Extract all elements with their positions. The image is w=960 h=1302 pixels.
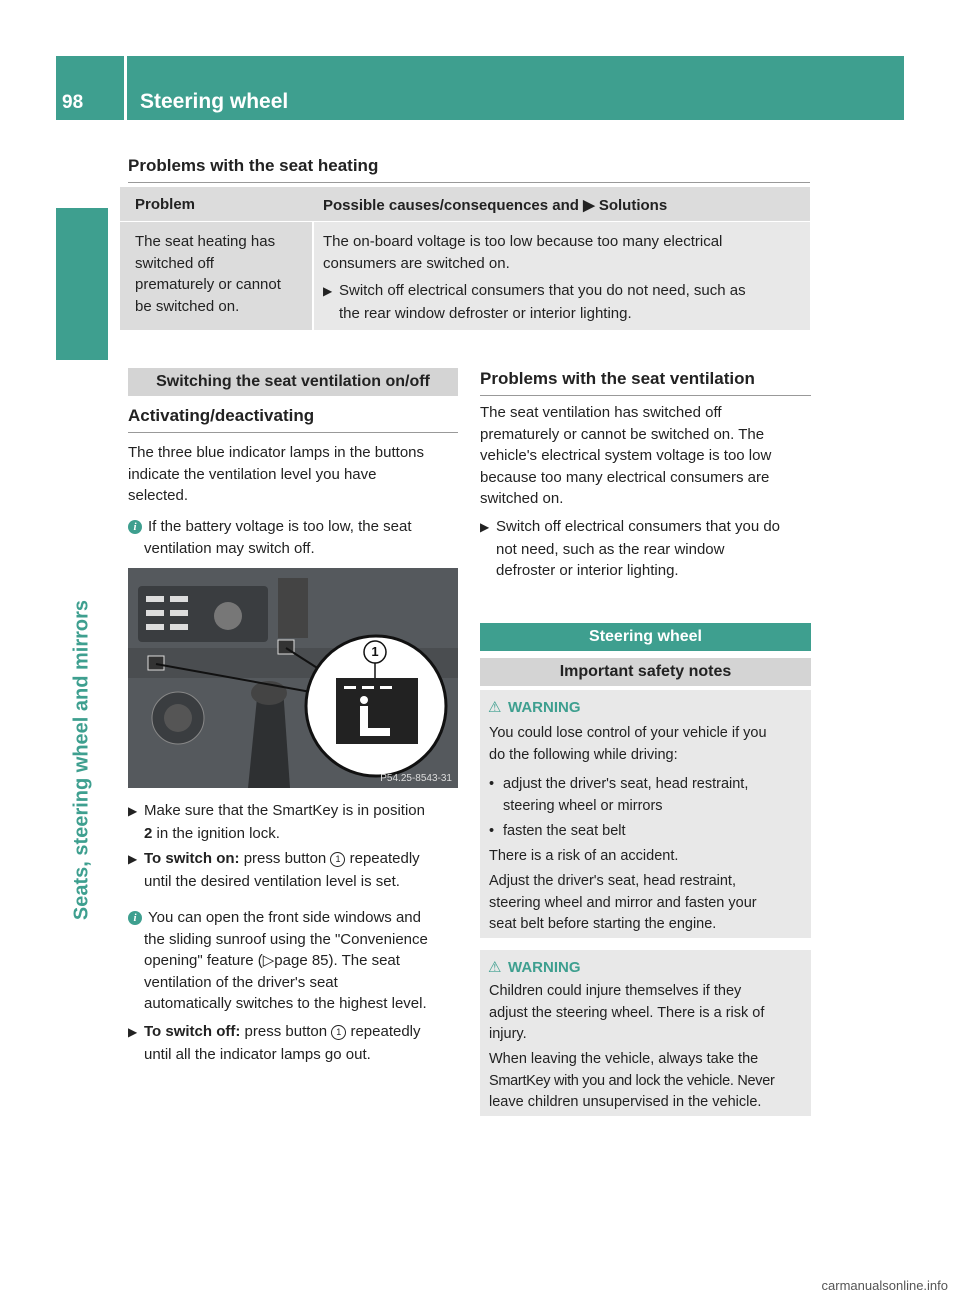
table-row [120,222,810,330]
ventilation-problems-heading: Problems with the seat ventilation [480,369,811,396]
activating-heading: Activating/deactivating [128,406,458,433]
side-tab-text: Seats, steering wheel and mirrors [70,599,93,921]
ventilation-intro: The three blue indicator lamps in the buttons indicate the ventilation level you have selected. [128,444,425,504]
step-1: ▶ Make sure that the SmartKey is in position 2 in the ignition lock. [128,802,425,842]
photo-caption: P54.25-8543-31 [380,773,452,784]
photo-callout: 1 [371,644,379,659]
table-header [120,187,810,221]
solution-cell: The on-board voltage is too low because too many electrical consumers are switched on. ▶ Switch off electrical consumers that you do not need, such as the rear window defroster or interior lighting. [314,222,810,330]
step-arrow-icon: ▶ [323,284,333,298]
side-tab [56,208,108,360]
info-note-2: i You can open the front side windows and the sliding sunroof using the "Convenience opening" feature (▷page 85). The seat ventilation of the driver's seat automatically switches to the highest level. [128,907,463,1015]
info-note-1: i If the battery voltage is too low, the seat ventilation may switch off. [128,516,463,559]
step-arrow-icon: ▶ [480,520,490,534]
ventilation-problems-step: ▶ Switch off electrical consumers that you do not need, such as the rear window defroster or interior lighting. [480,518,781,579]
steering-bar: Steering wheel [480,623,811,651]
step-arrow-icon: ▶ [128,852,138,866]
step-2: ▶ To switch on: press button 1 repeatedly until the desired ventilation level is set. [128,850,420,890]
problem-cell: The seat heating has switched off prematurely or cannot be switched on. [120,222,312,330]
info-icon: i [128,911,142,925]
warning-box-2: ⚠ WARNING Children could injure themselves if they adjust the steering wheel. There is a risk of injury. When leaving the vehicle, always take the SmartKey with you and lock the vehicle. Never leave children unsupervised in the vehicle. [480,950,811,1116]
console-photo [128,568,458,788]
warning-title: WARNING [508,959,581,976]
warning-triangle-icon: ⚠ [488,699,502,716]
step-arrow-icon: ▶ [128,804,138,818]
step-arrow-icon: ▶ [128,1025,138,1039]
warning-title: WARNING [508,699,581,716]
seat-heating-heading: Problems with the seat heating [128,156,810,183]
ventilation-bar: Switching the seat ventilation on/off [128,368,458,396]
footer-url: carmanualsonline.info [821,1278,948,1293]
col-problem: Problem [135,196,196,213]
warning-box-1: ⚠ WARNING You could lose control of your vehicle if you do the following while driving: • adjust the driver's seat, head restraint, steering wheel or mirrors • fasten the seat belt There is a risk of an accident. Adjust the driver's seat, head restraint, steering wheel and mirror and fasten your seat belt before starting the engine. [480,690,811,938]
page-ref-icon: ▷ [262,952,275,969]
warning-triangle-icon: ⚠ [488,959,502,976]
safety-bar: Important safety notes [480,658,811,686]
ventilation-problems-body: The seat ventilation has switched off prematurely or cannot be switched on. The vehicle's electrical system voltage is too low because too many electrical consumers are switched on. [480,404,772,507]
info-icon: i [128,520,142,534]
page-title: Steering wheel [140,90,289,113]
button-1-icon: 1 [330,852,345,867]
col-solutions: Possible causes/consequences and ▶ Solutions [323,197,668,214]
button-1-icon: 1 [331,1025,346,1040]
page-number: 98 [62,92,84,113]
arrow-icon: ▶ [583,197,595,214]
header-divider [124,56,127,120]
step-3: ▶ To switch off: press button 1 repeatedly until all the indicator lamps go out. [128,1023,421,1063]
